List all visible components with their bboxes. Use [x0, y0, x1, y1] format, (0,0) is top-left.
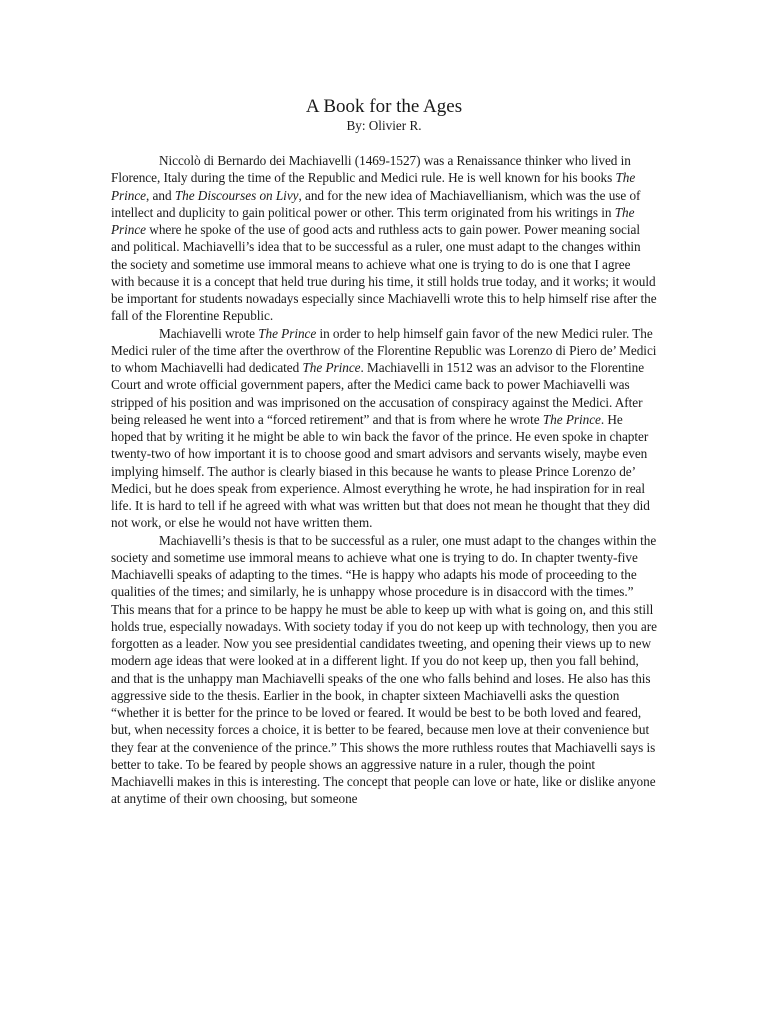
text-run: Niccolò di Bernardo dei Machiavelli (1469-1527) was a Renaissance thinker who lived in Florence, Italy during the time of the Republic and Medici rule. He is well known for his books [111, 153, 631, 186]
text-run: Machiavelli wrote [159, 325, 259, 341]
paragraph-3 [111, 532, 657, 808]
text-run: . He hoped that by writing it he might be able to win back the favor of the prince. He even spoke in chapter twenty-two of how important it is to choose good and smart advisors and servants wisely, maybe even implying himself. The author is clearly biased in this because he wants to please Prince Lorenzo de’ Medici, but he does speak from experience. Almost everything he wrote, he had inspiration for in real life. It is hard to tell if he agreed with what was written but that does not mean he thought that they did not work, or else he would not have written them. [111, 411, 650, 531]
book-title-italic: The Prince [111, 204, 635, 237]
document-body [111, 96, 657, 808]
book-title-italic: The Prince [111, 170, 636, 203]
text-run: , and for the new idea of Machiavellianism, which was the use of intellect and duplicity to gain political power or other. This term originated from his writings in [111, 187, 641, 220]
paragraph-2 [111, 325, 657, 532]
document-title: A Book for the Ages [305, 96, 463, 117]
text-run: in order to help himself gain favor of the new Medici ruler. The Medici ruler of the time after the overthrow of the Florentine Republic was Lorenzo di Piero de’ Medici to whom Machiavelli had dedicated [111, 325, 657, 375]
document-byline: By: Olivier R. [346, 118, 422, 133]
text-run: where he spoke of the use of good acts and ruthless acts to gain power. Power meaning social and political. Machiavelli’s idea that to be successful as a ruler, one must adapt to the changes within the society and sometime use immoral means to achieve what one is trying to do is one that I agree with because it is a concept that held true during his time, it still holds true today, and it works; it would be important for students nowadays especially since Machiavelli wrote this to help himself rise after the fall of the Florentine Republic. [111, 222, 657, 324]
book-title-italic: The Discourses on Livy [174, 187, 299, 203]
text-run: Machiavelli’s thesis is that to be successful as a ruler, one must adapt to the changes within the society and sometime use immoral means to achieve what one is trying to do. In chapter twenty-five Machiavelli speaks of adapting to the times. “He is happy who adapts his mode of proceeding to the qualities of the times; and similarly, he is unhappy whose procedure is in disaccord with the times.” This means that for a prince to be happy he must be able to keep up with what is going on, and this still holds true, especially nowadays. With society today if you do not keep up with technology, then you are forgotten as a leader. Now you see presidential candidates tweeting, and opening their views up to new modern age ideas that were looked at in a different light. If you do not keep up, then you fall behind, and that is the unhappy man Machiavelli speaks of the one who falls behind and loses. He also has this aggressive side to the thesis. Earlier in the book, in chapter sixteen Machiavelli asks the question “whether it is better for the prince to be loved or feared. It would be best to be both loved and feared, but, when necessity forces a choice, it is better to be feared, because men love at their convenience but they fear at the convenience of the prince.” This shows the more ruthless routes that Machiavelli says is better to take. To be feared by people shows an aggressive nature in a ruler, though the point Machiavelli makes in this is interesting. The concept that people can love or hate, like or dislike anyone at anytime of their own choosing, but someone [111, 532, 657, 807]
book-title-italic: The Prince [258, 325, 317, 341]
text-run: . Machiavelli in 1512 was an advisor to the Florentine Court and wrote official government papers, after the Medici came back to power Machiavelli was stripped of his position and was imprisoned on the accusation of conspiracy against the Medici. After being released he went into a “forced retirement” and that is from where he wrote [111, 360, 645, 427]
book-title-italic: The Prince [542, 411, 601, 427]
paragraph-1 [111, 152, 657, 325]
text-run: , and [146, 187, 175, 203]
book-title-italic: The Prince [302, 360, 361, 375]
